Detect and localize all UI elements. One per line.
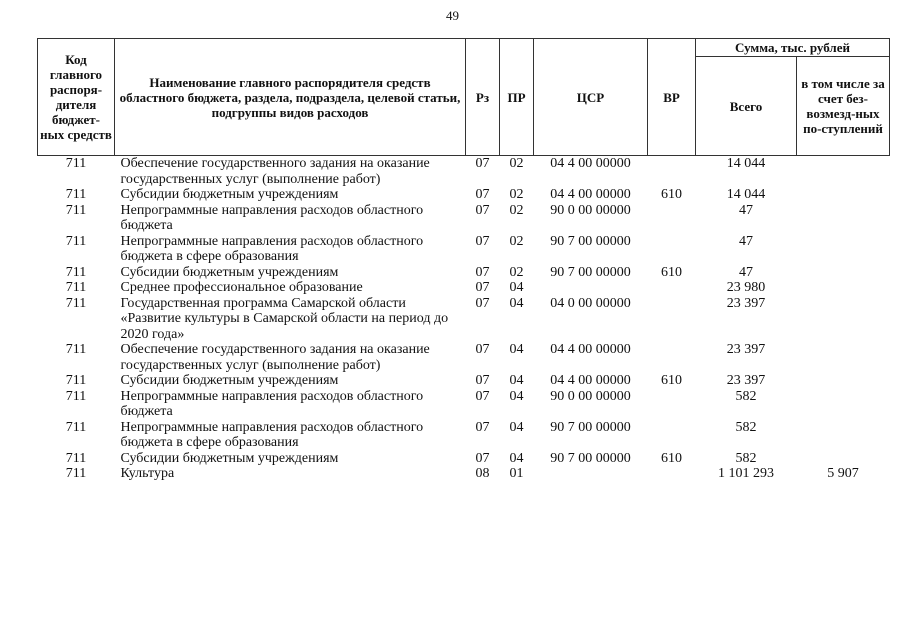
cell-incl — [797, 451, 890, 467]
cell-rz: 07 — [475, 342, 490, 357]
cell-incl — [797, 389, 890, 420]
cell-csr: 90 7 00 00000 — [550, 450, 631, 466]
header-name: Наименование главного распорядителя средств областного бюджета, раздела, подраздела, целевой статьи, подгруппы видов расходов — [115, 39, 466, 156]
cell-rz: 07 — [475, 388, 490, 404]
cell-pr: 01 — [509, 466, 524, 481]
cell-rz: 08 — [475, 466, 490, 481]
cell-csr: 90 0 00 00000 — [550, 202, 631, 218]
cell-pr: 02 — [509, 156, 524, 171]
cell-total: 1 101 293 — [718, 466, 774, 481]
table-row — [38, 265, 890, 281]
cell-pr: 04 — [509, 295, 524, 311]
cell-total: 14 044 — [726, 187, 766, 202]
cell-pr: 04 — [509, 388, 524, 404]
table-row — [38, 342, 890, 373]
table-row — [38, 280, 890, 296]
cell-total: 47 — [739, 233, 753, 249]
cell-code: 711 — [65, 388, 87, 404]
cell-name: Субсидии бюджетным учреждениям — [120, 264, 339, 280]
cell-rz: 07 — [475, 156, 490, 171]
cell-code: 711 — [65, 264, 87, 280]
cell-vr: 610 — [661, 187, 682, 202]
header-total: Всего — [696, 57, 797, 156]
table-row — [38, 420, 890, 451]
cell-vr — [648, 203, 696, 234]
cell-rz: 07 — [475, 202, 490, 218]
cell-code: 711 — [65, 466, 87, 481]
cell-name: Среднее профессиональное образование — [120, 280, 363, 295]
cell-name: Непрограммные направления расходов областного бюджета — [120, 388, 424, 419]
cell-code: 711 — [65, 187, 87, 202]
cell-name: Непрограммные направления расходов областного бюджета в сфере образования — [120, 419, 424, 450]
table-row — [38, 203, 890, 234]
table-header — [38, 39, 890, 156]
cell-csr: 04 4 00 00000 — [550, 373, 631, 388]
cell-code: 711 — [65, 202, 87, 218]
cell-total: 14 044 — [726, 156, 766, 171]
cell-csr: 90 7 00 00000 — [550, 264, 631, 280]
cell-total: 582 — [735, 419, 757, 435]
cell-vr — [648, 156, 696, 188]
cell-incl: 5 907 — [827, 466, 859, 481]
cell-total: 23 980 — [726, 280, 766, 295]
cell-vr: 610 — [661, 373, 682, 388]
cell-incl — [797, 280, 890, 296]
cell-total: 582 — [735, 388, 757, 404]
cell-pr: 02 — [509, 233, 524, 249]
table-row — [38, 296, 890, 343]
cell-rz: 07 — [475, 280, 490, 295]
cell-incl — [797, 187, 890, 203]
cell-csr: 04 4 00 00000 — [550, 342, 631, 357]
table-row — [38, 234, 890, 265]
cell-pr: 02 — [509, 264, 524, 280]
cell-total: 23 397 — [726, 295, 766, 311]
cell-name: Субсидии бюджетным учреждениям — [120, 187, 339, 202]
cell-code: 711 — [65, 156, 87, 171]
cell-csr — [534, 466, 648, 482]
cell-name: Непрограммные направления расходов областного бюджета — [120, 202, 424, 233]
cell-rz: 07 — [475, 295, 490, 311]
cell-total: 582 — [735, 450, 757, 466]
cell-rz: 07 — [475, 233, 490, 249]
table-body — [38, 156, 890, 482]
table-row — [38, 451, 890, 467]
cell-vr — [648, 234, 696, 265]
cell-pr: 04 — [509, 450, 524, 466]
cell-incl — [797, 420, 890, 451]
cell-code: 711 — [65, 342, 87, 357]
header-csr: ЦСР — [534, 39, 648, 156]
header-vr: ВР — [648, 39, 696, 156]
cell-rz: 07 — [475, 264, 490, 280]
table-row — [38, 389, 890, 420]
cell-pr: 02 — [509, 187, 524, 202]
cell-rz: 07 — [475, 450, 490, 466]
budget-table — [37, 38, 890, 482]
cell-name: Культура — [120, 466, 175, 481]
cell-csr: 90 0 00 00000 — [550, 388, 631, 404]
table-row — [38, 373, 890, 389]
cell-code: 711 — [65, 233, 87, 249]
cell-incl — [797, 156, 890, 188]
cell-vr — [648, 342, 696, 373]
cell-vr — [648, 420, 696, 451]
cell-rz: 07 — [475, 373, 490, 388]
cell-vr: 610 — [661, 450, 682, 466]
cell-name: Обеспечение государственного задания на оказание государственных услуг (выполнение работ) — [120, 342, 430, 373]
cell-csr: 04 4 00 00000 — [550, 156, 631, 171]
cell-code: 711 — [65, 280, 87, 295]
cell-name: Обеспечение государственного задания на оказание государственных услуг (выполнение работ) — [120, 156, 430, 187]
cell-code: 711 — [65, 419, 87, 435]
cell-total: 47 — [739, 202, 753, 218]
page-number: 49 — [446, 8, 459, 23]
cell-csr: 90 7 00 00000 — [550, 419, 631, 435]
cell-total: 47 — [739, 264, 753, 280]
header-sum: Сумма, тыс. рублей — [696, 39, 890, 57]
table-row — [38, 187, 890, 203]
cell-incl — [797, 296, 890, 343]
cell-code: 711 — [65, 450, 87, 466]
cell-csr: 90 7 00 00000 — [550, 233, 631, 249]
cell-total: 23 397 — [726, 373, 766, 388]
cell-vr — [648, 389, 696, 420]
cell-rz: 07 — [475, 419, 490, 435]
header-rz: Рз — [466, 39, 500, 156]
cell-name: Государственная программа Самарской области «Развитие культуры в Самарской области на период до 2020 года» — [120, 295, 449, 342]
cell-pr: 04 — [509, 342, 524, 357]
cell-incl — [797, 373, 890, 389]
header-pr: ПР — [500, 39, 534, 156]
cell-total: 23 397 — [726, 342, 766, 357]
cell-incl — [797, 203, 890, 234]
header-code: Код главного распоря-дителя бюджет-ных средств — [38, 39, 115, 156]
cell-code: 711 — [65, 373, 87, 388]
cell-pr: 04 — [509, 373, 524, 388]
header-incl: в том числе за счет без-возмезд-ных по-ступлений — [797, 57, 890, 156]
cell-csr: 04 0 00 00000 — [550, 295, 631, 311]
cell-vr — [648, 466, 696, 482]
cell-vr — [648, 280, 696, 296]
cell-pr: 02 — [509, 202, 524, 218]
cell-name: Субсидии бюджетным учреждениям — [120, 373, 339, 388]
cell-incl — [797, 342, 890, 373]
cell-vr — [648, 296, 696, 343]
table-row — [38, 156, 890, 188]
cell-rz: 07 — [475, 187, 490, 202]
cell-pr: 04 — [509, 280, 524, 295]
cell-incl — [797, 234, 890, 265]
cell-csr: 04 4 00 00000 — [550, 187, 631, 202]
cell-pr: 04 — [509, 419, 524, 435]
cell-incl — [797, 265, 890, 281]
cell-code: 711 — [65, 295, 87, 311]
cell-vr: 610 — [661, 264, 682, 280]
cell-name: Непрограммные направления расходов областного бюджета в сфере образования — [120, 233, 424, 264]
table-row — [38, 466, 890, 482]
cell-csr — [534, 280, 648, 296]
cell-name: Субсидии бюджетным учреждениям — [120, 450, 339, 466]
